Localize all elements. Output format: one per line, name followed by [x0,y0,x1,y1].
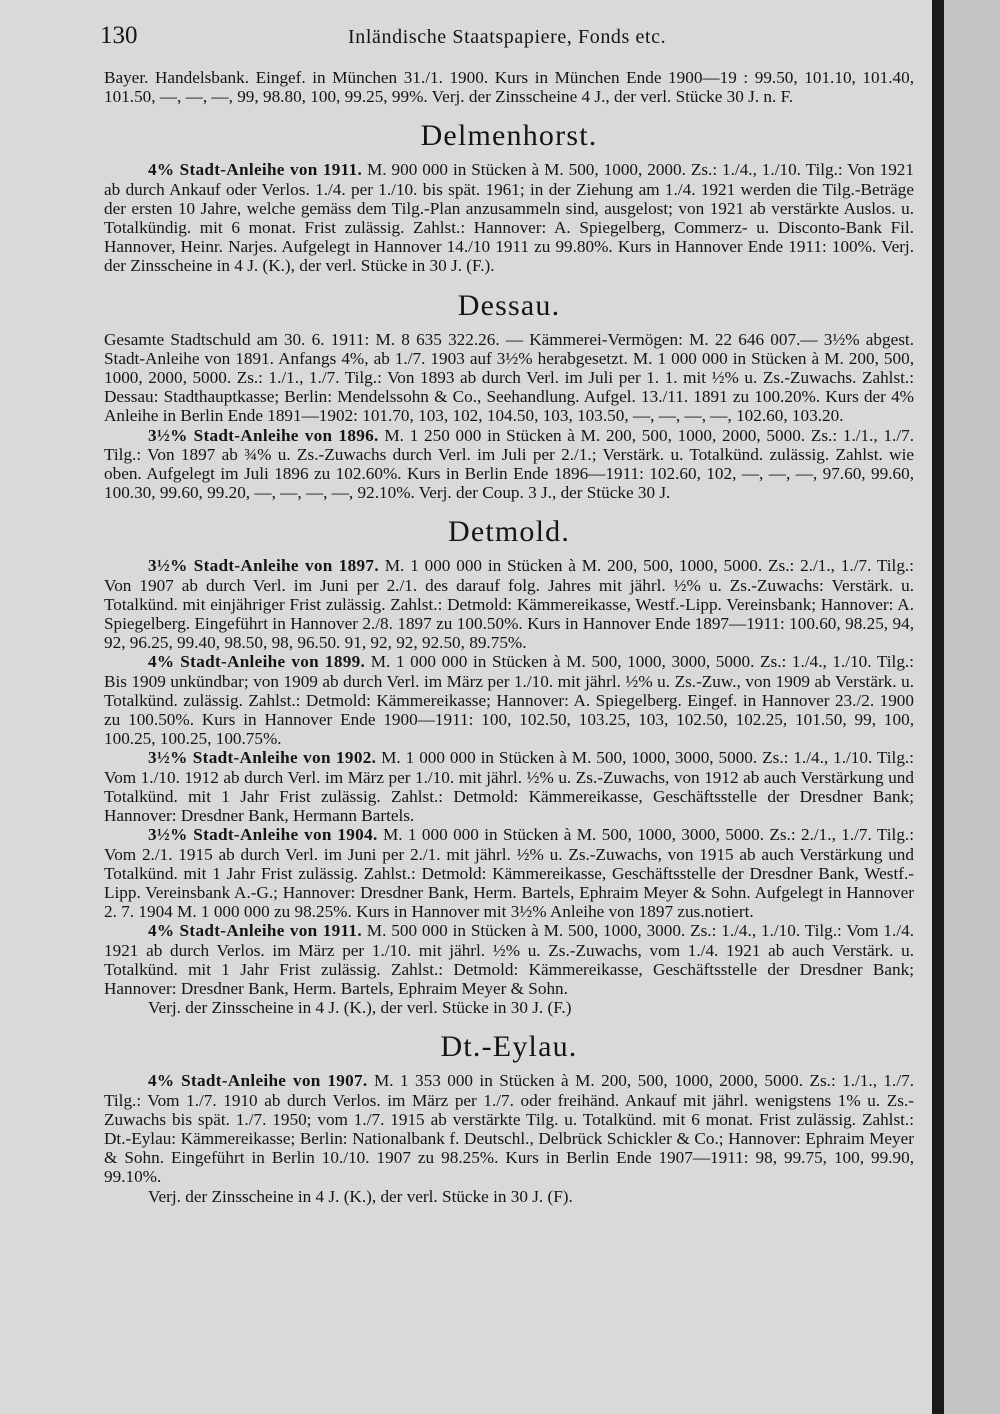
section-title: Dessau. [457,288,561,322]
loan-paragraph [104,652,914,748]
loan-paragraph [104,748,914,825]
intro-paragraph: Bayer. Handelsbank. Eingef. in München 31./1. 1900. Kurs in München Ende 1900—19 : 99.50, 101.10, 101.40, 101.50, —, —, —, 99, 98.80, 100, 99.25, 99%. Verj. der Zinsscheine 4 J., der verl. Stücke 30 J. n. F. [104,68,914,107]
loan-heading: 3½% Stadt-Anleihe von 1902. [148,748,377,768]
loan-paragraph [104,921,914,998]
loan-paragraph [104,1187,914,1206]
loan-text: M. 500 000 in Stücken à M. 500, 1000, 3000. Zs.: 1./4., 1./10. Tilg.: Vom 1./4. 1921 ab durch Verlos. im März per 1./10. mit jährl. ½% u. Zs.-Zuwachs, vom 1./4. 1921 ab auch Verstärk. u. Totalkünd. mit 1 Jahr Frist zulässig. Zahlst.: Detmold: Kämmereikasse, Geschäftsstelle der Dresdner Bank; Hannover: Dresdner Bank, Herm. Bartels, Ephraim Meyer & Sohn. [104,921,914,998]
page-header [100,22,920,62]
loan-heading: 3½% Stadt-Anleihe von 1904. [148,825,378,845]
book-binding [932,0,944,1414]
section-title: Detmold. [447,515,571,549]
section-title: Dt.-Eylau. [440,1030,578,1064]
loan-text: M. 1 000 000 in Stücken à M. 500, 1000, 3000, 5000. Zs.: 2./1., 1./7. Tilg.: Vom 2./1. 1915 ab durch Verl. im Juni per 2./1. mit jährl. ½% u. Zs.-Zuwachs, von 1915 ab auch Verstärkung und Totalkünd. mit 1 Jahr Frist zulässig. Zahlst.: Detmold: Kämmereikasse, Geschäftsstelle der Dresdner Bank, Westf.-Lipp. Vereinsbank A.-G.; Hannover: Dresdner Bank, Herm. Bartels, Ephraim Meyer & Sohn. Aufgelegt in Hannover 2. 7. 1904 M. 1 000 000 zu 98.25%. Kurs in Hannover mit 3½% Anleihe von 1897 zus.notiert. [104,825,914,922]
loan-paragraph [104,556,914,652]
loan-heading: 3½% Stadt-Anleihe von 1896. [148,425,379,445]
loan-paragraph [104,1071,914,1186]
loan-heading: 4% Stadt-Anleihe von 1911. [148,921,362,941]
loan-text: Verj. der Zinsscheine in 4 J. (K.), der verl. Stücke in 30 J. (F). [148,1186,573,1206]
loan-text: M. 1 353 000 in Stücken à M. 200, 500, 1000, 2000, 5000. Zs.: 1./1., 1./7. Tilg.: Vom 1./7. 1910 ab durch Verlos. im März per 1./7. oder freihänd. Ankauf mit jährl. wenigstens 1% u. Zs.-Zuwachs bis spät. 1./7. 1950; vom 1./7. 1915 ab verstärkte Tilg. u. Totalkünd. mit 6 monat. Frist zulässig. Zahlst.: Dt.-Eylau: Kämmereikasse; Berlin: Nationalbank f. Deutschl., Delbrück Schickler & Co.; Hannover: Ephraim Meyer & Sohn. Eingeführt in Berlin 10./10. 1907 zu 98.25%. Kurs in Berlin Ende 1907—1911: 98, 99.75, 100, 99.90, 99.10%. [104,1071,914,1187]
loan-paragraph [104,160,914,275]
loan-text: Verj. der Zinsscheine in 4 J. (K.), der verl. Stücke in 30 J. (F.) [148,998,572,1018]
loan-paragraph [104,330,914,426]
loan-heading: 4% Stadt-Anleihe von 1911. [148,160,363,180]
loan-text: Gesamte Stadtschuld am 30. 6. 1911: M. 8 635 322.26. — Kämmerei-Vermögen: M. 22 646 007.— 3½% abgest. Stadt-Anleihe von 1891. Anfangs 4%, ab 1./7. 1903 auf 3½% herabgesetzt. M. 1 000 000 in Stücken à M. 200, 500, 1000, 2000, 5000. Zs.: 1./1., 1./7. Tilg.: Von 1893 ab durch Verl. im Juli per 1. 1. mit ½% u. Zs.-Zuwachs. Zahlst.: Dessau: Stadthauptkasse; Berlin: Mendelssohn & Co., Seehandlung. Aufgel. 13./11. 1891 zu 100.20%. Kurs der 4% Anleihe in Berlin Ende 1891—1902: 101.70, 103, 102, 104.50, 103, 103.50, —, —, —, —, 102.60, 103.20. [104,329,914,426]
loan-heading: 4% Stadt-Anleihe von 1907. [148,1071,368,1091]
page-body [104,68,914,1206]
running-title: Inländische Staatspapiere, Fonds etc. [348,26,667,48]
loan-text: M. 900 000 in Stücken à M. 500, 1000, 2000. Zs.: 1./4., 1./10. Tilg.: Von 1921 ab durch Ankauf oder Verlos. 1./4. per 1./10. bis spät. 1961; in der Ziehung am 1./4. 1921 werden die Tilg.-Beträge der ersten 10 Jahre, welche gemäss dem Tilg.-Plan anzusammeln sind, ausgelost; von 1921 ab verstärkte Auslos. u. Totalkündig. mit 6 monat. Frist zulässig. Zahlst.: Hannover: A. Spiegelberg, Commerz- u. Disconto-Bank Fil. Hannover, Heinr. Narjes. Aufgelegt in Hannover 14./10 1911 zu 99.80%. Kurs in Hannover Ende 1911: 100%. Verj. der Zinsscheine in 4 J. (K.), der verl. Stücke in 30 J. (F.). [104,160,914,276]
loan-paragraph [104,998,914,1017]
loan-heading: 4% Stadt-Anleihe von 1899. [148,652,366,672]
loan-text: M. 1 000 000 in Stücken à M. 500, 1000, 3000, 5000. Zs.: 1./4., 1./10. Tilg.: Bis 1909 unkündbar; von 1909 ab durch Verl. im März per 1./10. mit jährl. ½% u. Zs.-Zuw., von 1909 ab Verstärk. u. Totalkünd. zulässig. Zahlst.: Detmold: Kämmereikasse; Hannover: A. Spiegelberg. Eingef. in Hannover 23./2. 1900 zu 100.50%. Kurs in Hannover Ende 1900—1911: 100, 102.50, 103.25, 103, 102.50, 102.25, 101.50, 99, 100, 100.25, 100.25, 100.75%. [104,652,914,749]
adjacent-page-edge [944,0,1000,1414]
loan-paragraph [104,426,914,503]
loan-text: M. 1 000 000 in Stücken à M. 200, 500, 1000, 5000. Zs.: 2./1., 1./7. Tilg.: Von 1907 ab durch Verl. im Juni per 2./1. des darauf folg. Jahres mit jährl. ½% u. Zs.-Zuwachs: Verstärk. u. Totalkünd. mit einjähriger Frist zulässig. Zahlst.: Detmold: Kämmereikasse, Westf.-Lipp. Vereinsbank; Hannover: A. Spiegelberg. Eingeführt in Hannover 2./8. 1897 zu 100.50%. Kurs in Hannover Ende 1897—1911: 100.60, 98.25, 94, 92, 96.25, 99.40, 98.50, 98, 96.50. 91, 92, 92, 92.50, 89.75%. [104,556,914,653]
loan-heading: 3½% Stadt-Anleihe von 1897. [148,556,379,576]
page-number: 130 [100,22,138,49]
section-title: Delmenhorst. [420,119,598,153]
loan-text: M. 1 000 000 in Stücken à M. 500, 1000, 3000, 5000. Zs.: 1./4., 1./10. Tilg.: Vom 1./10. 1912 ab durch Verl. im März per 1./10. mit jährl. ½% u. Zs.-Zuwachs, von 1912 ab auch Verstärkung und Totalkünd. mit 1 Jahr Frist zulässig. Zahlst.: Detmold: Kämmereikasse, Geschäftsstelle der Dresdner Bank; Hannover: Dresdner Bank, Hermann Bartels. [104,748,914,826]
loan-text: M. 1 250 000 in Stücken à M. 200, 500, 1000, 2000, 5000. Zs.: 1./1., 1./7. Tilg.: Von 1897 ab ¾% u. Zs.-Zuwachs durch Verl. im Juli per 2./1.; Verstärk. u. Totalkünd. zulässig. Zahlst. wie oben. Aufgelegt im Juli 1896 zu 102.60%. Kurs in Berlin Ende 1896—1911: 102.60, 102, —, —, —, 97.60, 99.60, 100.30, 99.60, 99.20, —, —, —, —, 92.10%. Verj. der Coup. 3 J., der Stücke 30 J. [104,425,914,503]
loan-paragraph [104,825,914,921]
